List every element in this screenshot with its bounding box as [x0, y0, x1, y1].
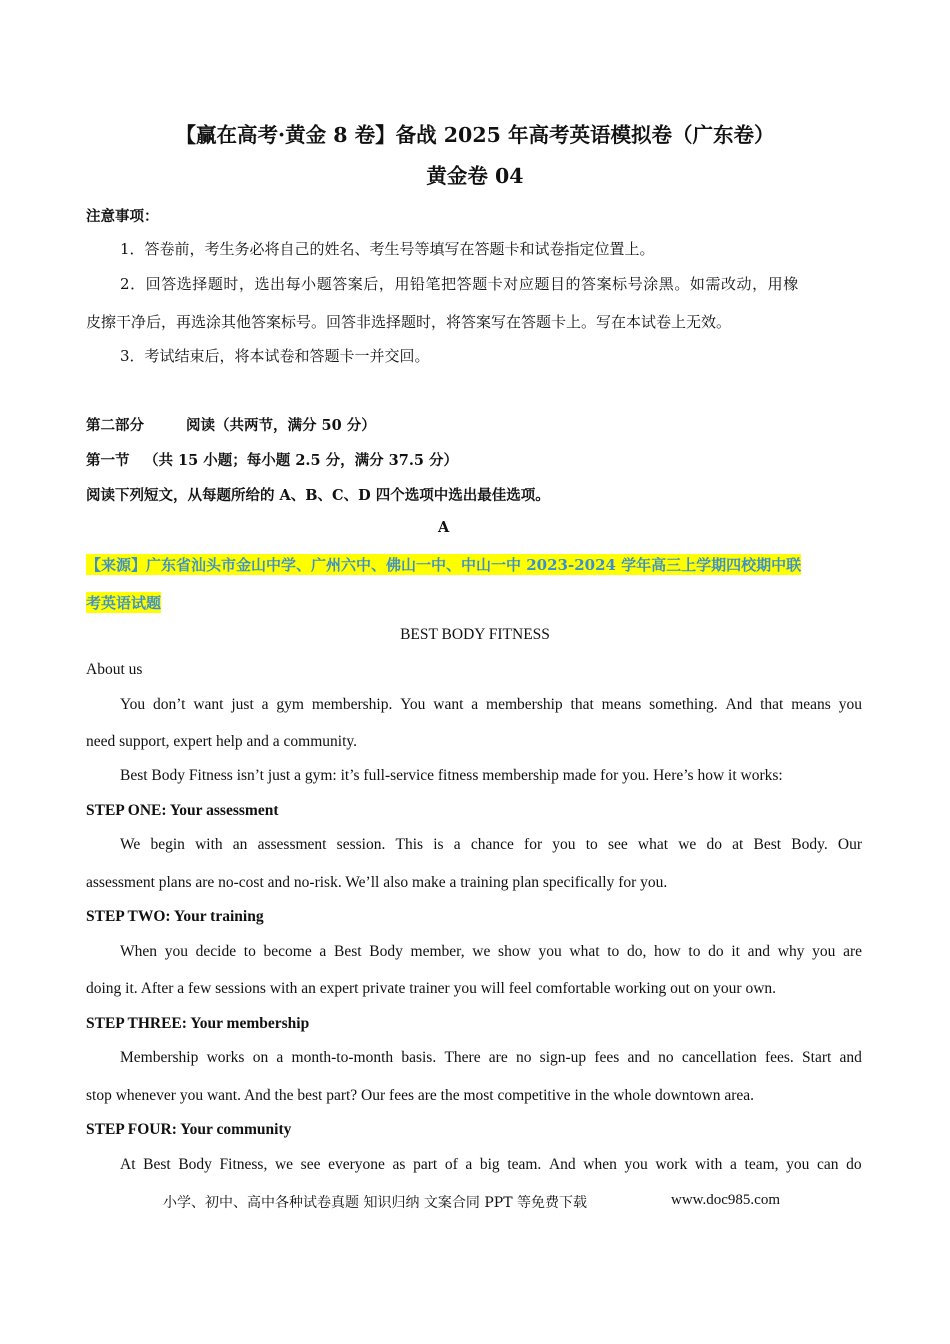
about-heading: About us [86, 661, 143, 678]
step-one-heading: STEP ONE: Your assessment [86, 802, 279, 819]
document-subtitle: 黄金卷 04 [426, 164, 524, 188]
section-description: （共 15 小题；每小题 2.5 分，满分 37.5 分） [144, 452, 459, 469]
document-title: 【赢在高考·黄金 8 卷】备战 2025 年高考英语模拟卷（广东卷） [175, 123, 775, 147]
step-four-line-1: At Best Body Fitness, we see everyone as part of a big team. And when you work with a team, you can do [120, 1156, 862, 1173]
step-two-line-1: When you decide to become a Best Body member, we show you what to do, how to do it and why you are [120, 943, 862, 960]
step-four-heading: STEP FOUR: Your community [86, 1121, 292, 1138]
footer-url[interactable]: www.doc985.com [671, 1192, 781, 1208]
reading-instruction: 阅读下列短文，从每题所给的 A、B、C、D 四个选项中选出最佳选项。 [86, 487, 550, 504]
notes-item-2-line-1: 2．回答选择题时，选出每小题答案后，用铅笔把答题卡对应题目的答案标号涂黑。如需改动，用橡 [120, 275, 799, 293]
passage-letter: A [438, 519, 450, 536]
part-label: 第二部分 [86, 417, 144, 434]
step-two-line-2: doing it. After a few sessions with an expert private trainer you will feel comfortable working out on your own. [86, 980, 777, 997]
footer-text: 小学、初中、高中各种试卷真题 知识归纳 文案合同 PPT 等免费下载 [163, 1195, 587, 1211]
notes-heading: 注意事项： [86, 208, 159, 225]
part-description: 阅读（共两节，满分 50 分） [186, 417, 376, 434]
paragraph-1-line-2: need support, expert help and a community. [86, 733, 358, 750]
step-one-line-1: We begin with an assessment session. This is a chance for you to see what we do at Best Body. Our [120, 836, 862, 853]
notes-item-1: 1．答卷前，考生务必将自己的姓名、考生号等填写在答题卡和试卷指定位置上。 [120, 240, 655, 258]
step-three-line-1: Membership works on a month-to-month basis. There are no sign-up fees and no cancellation fees. Start and [120, 1049, 862, 1066]
paragraph-1-line-1: You don’t want just a gym membership. You want a membership that means something. And that means you [120, 696, 862, 713]
step-one-line-2: assessment plans are no-cost and no-risk. We’ll also make a training plan specifically for you. [86, 874, 668, 891]
source-line-1: 【来源】广东省汕头市金山中学、广州六中、佛山一中、中山一中 2023-2024 学年高三上学期四校期中联 [86, 556, 802, 574]
step-two-heading: STEP TWO: Your training [86, 908, 264, 925]
step-three-heading: STEP THREE: Your membership [86, 1015, 310, 1032]
passage-title: BEST BODY FITNESS [400, 626, 550, 643]
paragraph-2: Best Body Fitness isn’t just a gym: it’s full-service fitness membership made for you. Here’s how it works: [120, 767, 783, 784]
notes-item-2-line-2: 皮擦干净后，再选涂其他答案标号。回答非选择题时，将答案写在答题卡上。写在本试卷上无效。 [86, 313, 732, 331]
source-line-2: 考英语试题 [86, 594, 162, 612]
step-three-line-2: stop whenever you want. And the best part? Our fees are the most competitive in the whole downtown area. [86, 1087, 755, 1104]
notes-item-3: 3．考试结束后，将本试卷和答题卡一并交回。 [120, 347, 430, 365]
section-label: 第一节 [86, 452, 130, 469]
